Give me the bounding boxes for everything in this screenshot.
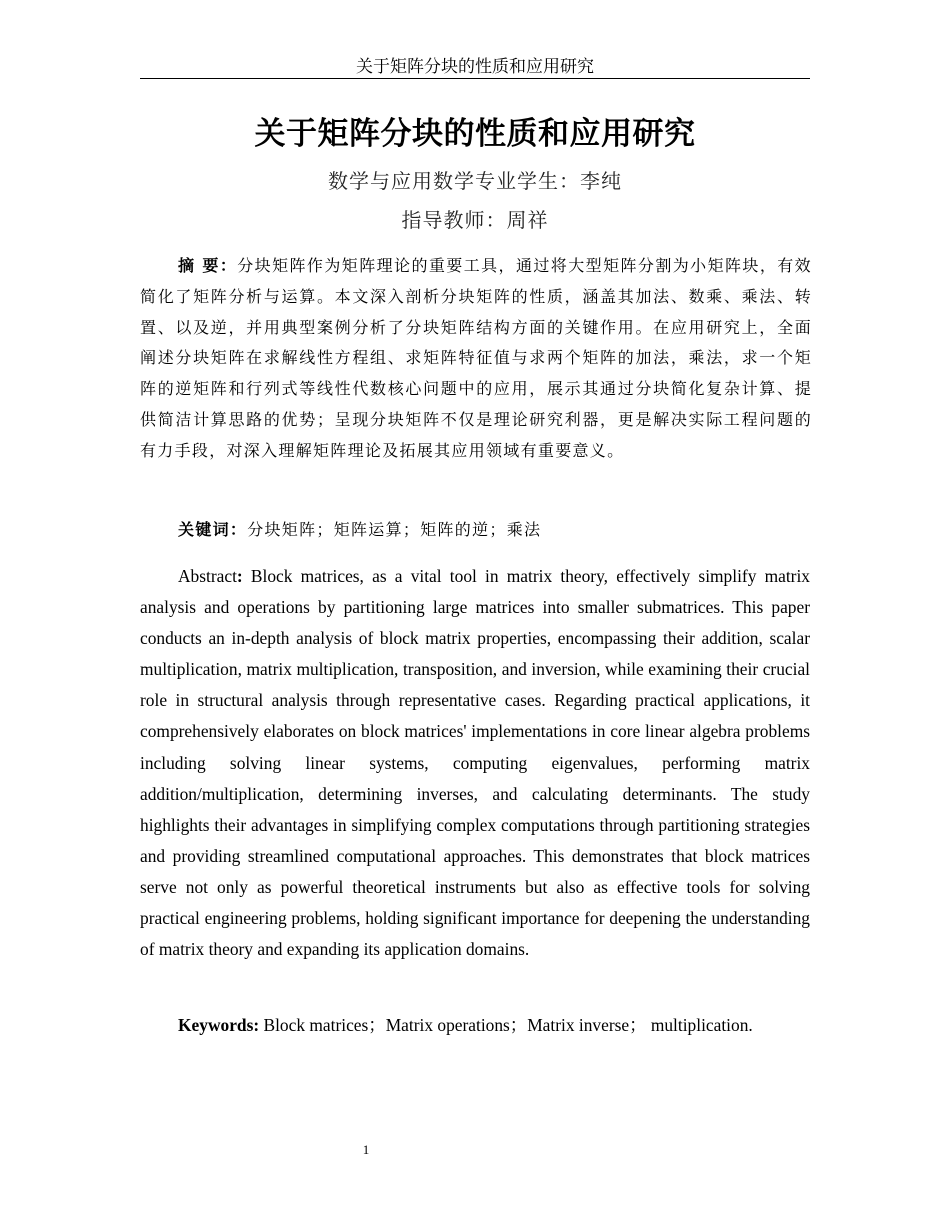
chinese-keywords-label: 关键词：: [178, 520, 248, 539]
english-keywords-text: Block matrices；Matrix operations；Matrix inverse； multiplication.: [259, 1015, 753, 1035]
advisor-line: 指导教师：周祥: [401, 208, 549, 232]
chinese-keywords-text: 分块矩阵；矩阵运算；矩阵的逆；乘法: [247, 520, 542, 539]
author-line: 数学与应用数学专业学生：李纯: [328, 169, 622, 193]
english-abstract-text: Block matrices, as a vital tool in matrix theory, effectively simplify matrix analysis and operations by partitioning large matrices into smaller submatrices. This paper conducts an in-depth analysis of block matrix properties, encompassing their addition, scalar multiplication, matrix multiplication, transposition, and inversion, while examining their crucial role in structural analysis through representative cases. Regarding practical applications, it comprehensively elaborates on block matrices' implementations in core linear algebra problems including solving linear systems, computing eigenvalues, performing matrix addition/multiplication, determining inverses, and calculating determinants. The study highlights their advantages in simplifying complex computations through partitioning strategies and providing streamlined computational approaches. This demonstrates that block matrices serve not only as powerful theoretical instruments but also as effective tools for solving practical engineering problems, holding significant importance for deepening the understanding of matrix theory and expanding its application domains.: [140, 566, 810, 960]
english-keywords-label: Keywords:: [178, 1015, 260, 1035]
chinese-abstract-text: 分块矩阵作为矩阵理论的重要工具，通过将大型矩阵分割为小矩阵块，有效简化了矩阵分析与运算。本文深入剖析分块矩阵的性质，涵盖其加法、数乘、乘法、转置、以及逆，并用典型案例分析了分块矩阵结构方面的关键作用。在应用研究上，全面阐述分块矩阵在求解线性方程组、求矩阵特征值与求两个矩阵的加法，乘法，求一个矩阵的逆矩阵和行列式等线性代数核心问题中的应用，展示其通过分块简化复杂计算、提供简洁计算思路的优势；呈现分块矩阵不仅是理论研究利器，更是解决实际工程问题的有力手段，对深入理解矩阵理论及拓展其应用领域有重要意义。: [140, 256, 812, 460]
english-abstract: [140, 561, 810, 965]
chinese-abstract-label: 摘 要：: [178, 256, 238, 275]
english-abstract-colon: :: [236, 566, 243, 586]
english-keywords: [140, 1011, 810, 1039]
page-number: 1: [362, 1142, 370, 1157]
english-abstract-label: Abstract: [178, 566, 237, 586]
chinese-keywords: [140, 516, 810, 544]
paper-title: 关于矩阵分块的性质和应用研究: [254, 116, 696, 152]
running-header: 关于矩阵分块的性质和应用研究: [140, 56, 810, 79]
chinese-abstract: [140, 251, 812, 467]
